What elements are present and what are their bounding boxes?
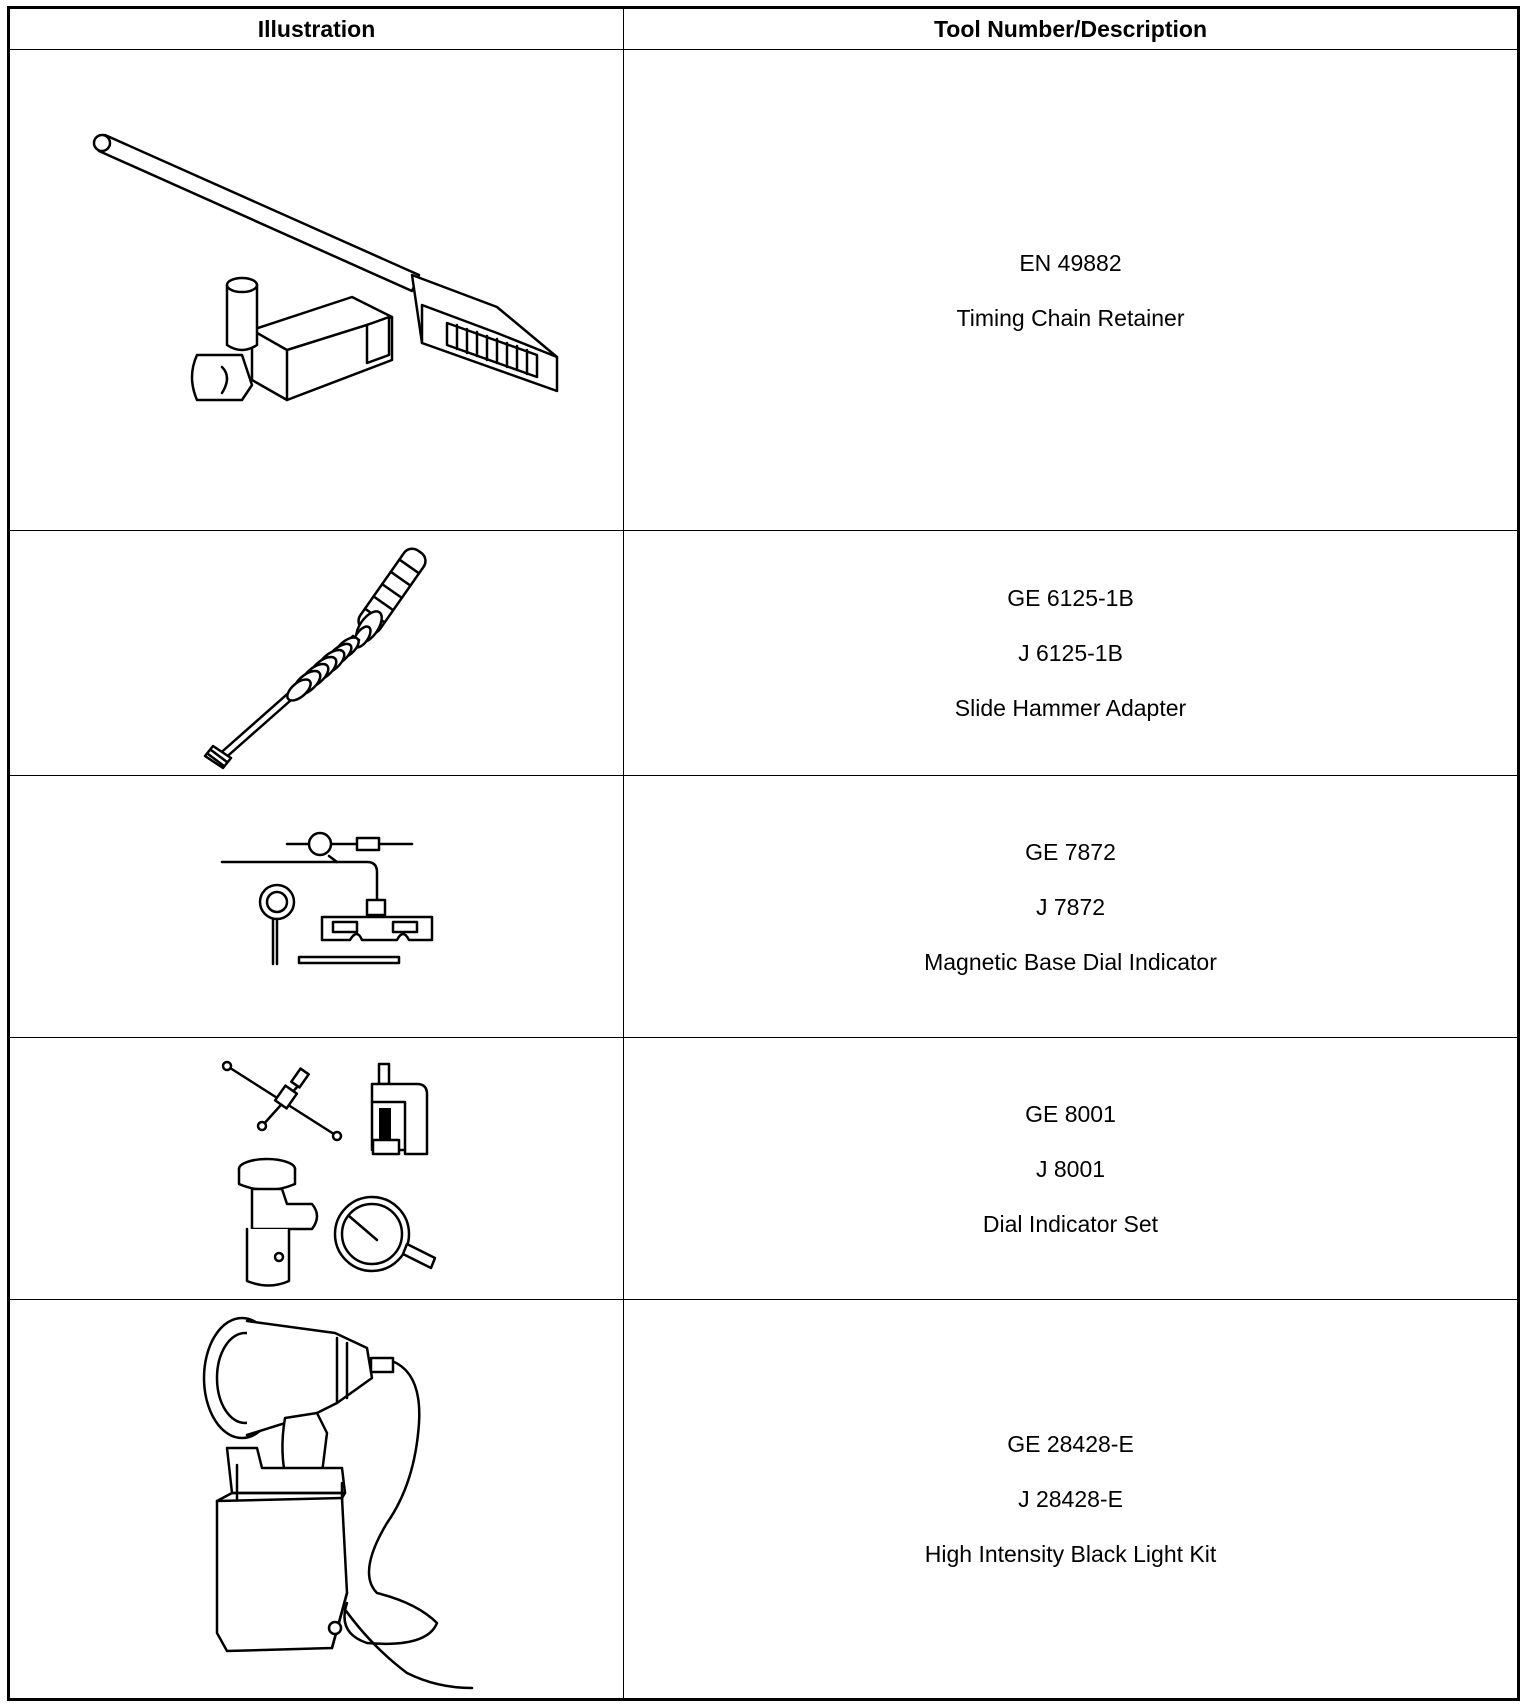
tool-description: Slide Hammer Adapter xyxy=(954,695,1187,721)
header-tool-number-description: Tool Number/Description xyxy=(624,8,1519,50)
black-light-kit-illustration xyxy=(17,1303,617,1695)
tool-description: Magnetic Base Dial Indicator xyxy=(924,948,1217,975)
table-row xyxy=(9,531,1519,776)
tool-number-alt: J 6125-1B xyxy=(1018,640,1123,666)
table-row xyxy=(9,776,1519,1038)
tool-number: GE 28428-E xyxy=(1007,1431,1134,1457)
tool-description: High Intensity Black Light Kit xyxy=(924,1541,1217,1567)
tool-number-alt: J 8001 xyxy=(1035,1155,1106,1182)
illustration-cell xyxy=(9,1300,624,1700)
table-row xyxy=(9,1300,1519,1700)
description-cell xyxy=(624,531,1519,776)
illustration-cell xyxy=(9,50,624,531)
header-row xyxy=(9,8,1519,50)
tool-number: EN 49882 xyxy=(1019,249,1122,276)
tool-description: Dial Indicator Set xyxy=(982,1210,1159,1237)
table-row xyxy=(9,50,1519,531)
description-cell xyxy=(624,776,1519,1038)
special-tools-table xyxy=(7,6,1520,1701)
magnetic-base-dial-indicator-illustration xyxy=(17,782,617,1032)
illustration-cell xyxy=(9,1038,624,1300)
tool-number-alt: J 7872 xyxy=(1035,893,1106,920)
illustration-cell xyxy=(9,776,624,1038)
tool-number-alt: J 28428-E xyxy=(1018,1486,1123,1512)
description-cell xyxy=(624,1300,1519,1700)
dial-indicator-set-illustration xyxy=(17,1044,617,1294)
slide-hammer-adapter-illustration xyxy=(17,536,617,771)
tool-number: GE 7872 xyxy=(1025,838,1116,865)
description-cell xyxy=(624,1038,1519,1300)
header-illustration: Illustration xyxy=(9,8,624,50)
description-cell xyxy=(624,50,1519,531)
tool-number: GE 6125-1B xyxy=(1007,585,1134,611)
timing-chain-retainer-illustration xyxy=(17,55,617,525)
table-row xyxy=(9,1038,1519,1300)
illustration-cell xyxy=(9,531,624,776)
tool-description: Timing Chain Retainer xyxy=(956,304,1185,331)
tool-number: GE 8001 xyxy=(1025,1100,1116,1127)
